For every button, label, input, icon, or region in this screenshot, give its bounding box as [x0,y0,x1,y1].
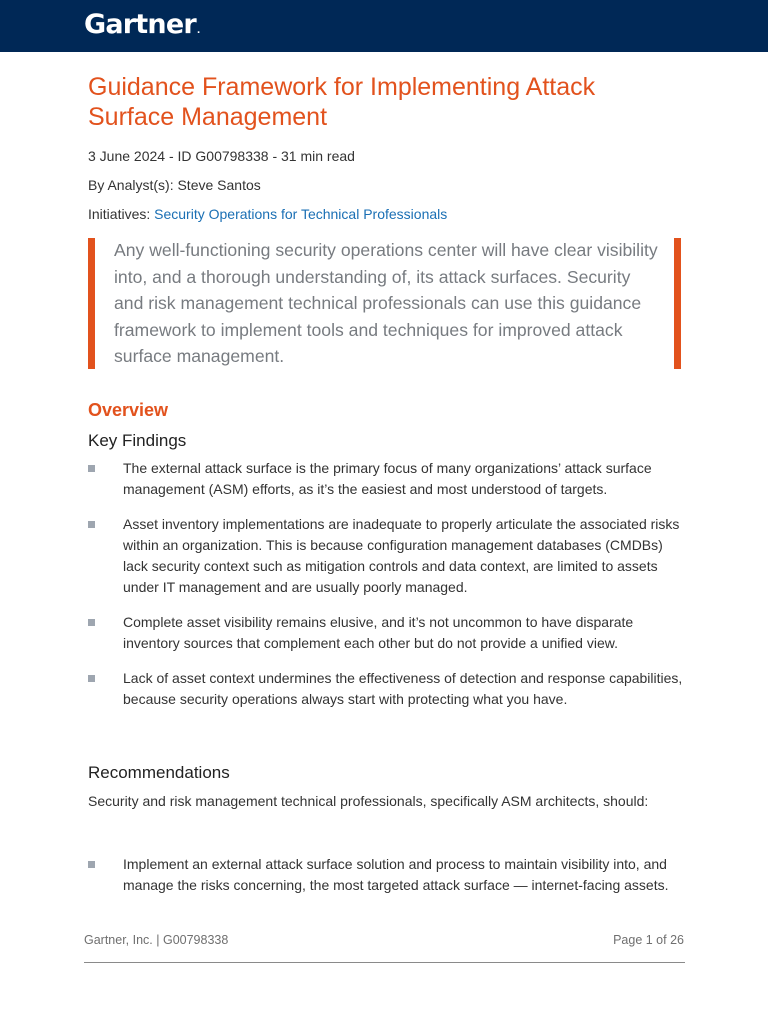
initiatives-line [88,205,447,223]
key-findings-heading: Key Findings [88,431,187,450]
key-finding-item [88,668,688,710]
recommendation-text: Implement an external attack surface solution and process to maintain visibility into, and manage the risks concerning, the most targeted attack surface — internet-facing assets. [123,856,669,893]
square-bullet-icon [88,675,95,682]
key-finding-text: The external attack surface is the primary focus of many organizations’ attack surface management (ASM) efforts, as it’s the easiest and most understood of targets. [123,460,652,497]
footer-divider [84,962,685,963]
logo-text: Gartner [84,9,196,40]
initiatives-link[interactable]: Security Operations for Technical Professionals [154,206,448,222]
square-bullet-icon [88,521,95,528]
footer-page-number: Page 1 of 26 [613,933,684,947]
gartner-logo[interactable] [84,9,200,47]
key-findings-list [88,458,688,724]
callout-accent-bar-right [674,238,681,369]
key-finding-item [88,612,688,654]
key-finding-text: Complete asset visibility remains elusive, and it’s not uncommon to have disparate inventory sources that complement each other but do not provide a unified view. [123,614,634,651]
callout-accent-bar-left [88,238,95,369]
initiatives-label: Initiatives: [88,206,155,222]
summary-callout [88,238,681,369]
summary-text: Any well-functioning security operations center will have clear visibility into, and a thorough understanding of, its attack surfaces. Security and risk management technical professionals can use this guidance framework to implement tools and techniques for improved attack surface management. [114,240,658,367]
recommendation-item [88,854,688,896]
recommendations-list [88,854,688,896]
analyst-line: By Analyst(s): Steve Santos [88,177,261,193]
square-bullet-icon [88,465,95,472]
recommendations-intro: Security and risk management technical professionals, specifically ASM architects, should: [88,793,649,809]
brand-header-bar [0,0,768,52]
square-bullet-icon [88,619,95,626]
key-finding-item [88,514,688,598]
document-meta-line: 3 June 2024 - ID G00798338 - 31 min read [88,148,355,164]
key-finding-item [88,458,688,500]
overview-heading: Overview [88,400,169,420]
recommendations-heading: Recommendations [88,763,230,782]
key-finding-text: Lack of asset context undermines the effectiveness of detection and response capabilities, because security operations always start with protecting what you have. [123,670,683,707]
logo-dot: . [196,26,201,36]
key-finding-text: Asset inventory implementations are inadequate to properly articulate the associated risks within an organization. This is because configuration management databases (CMDBs) lack security context such as mitigation controls and data context, are limited to assets under IT management and are usually poorly managed. [123,516,680,595]
document-title: Guidance Framework for Implementing Attack Surface Management [88,73,596,131]
footer-publisher: Gartner, Inc. | G00798338 [84,933,229,947]
square-bullet-icon [88,861,95,868]
